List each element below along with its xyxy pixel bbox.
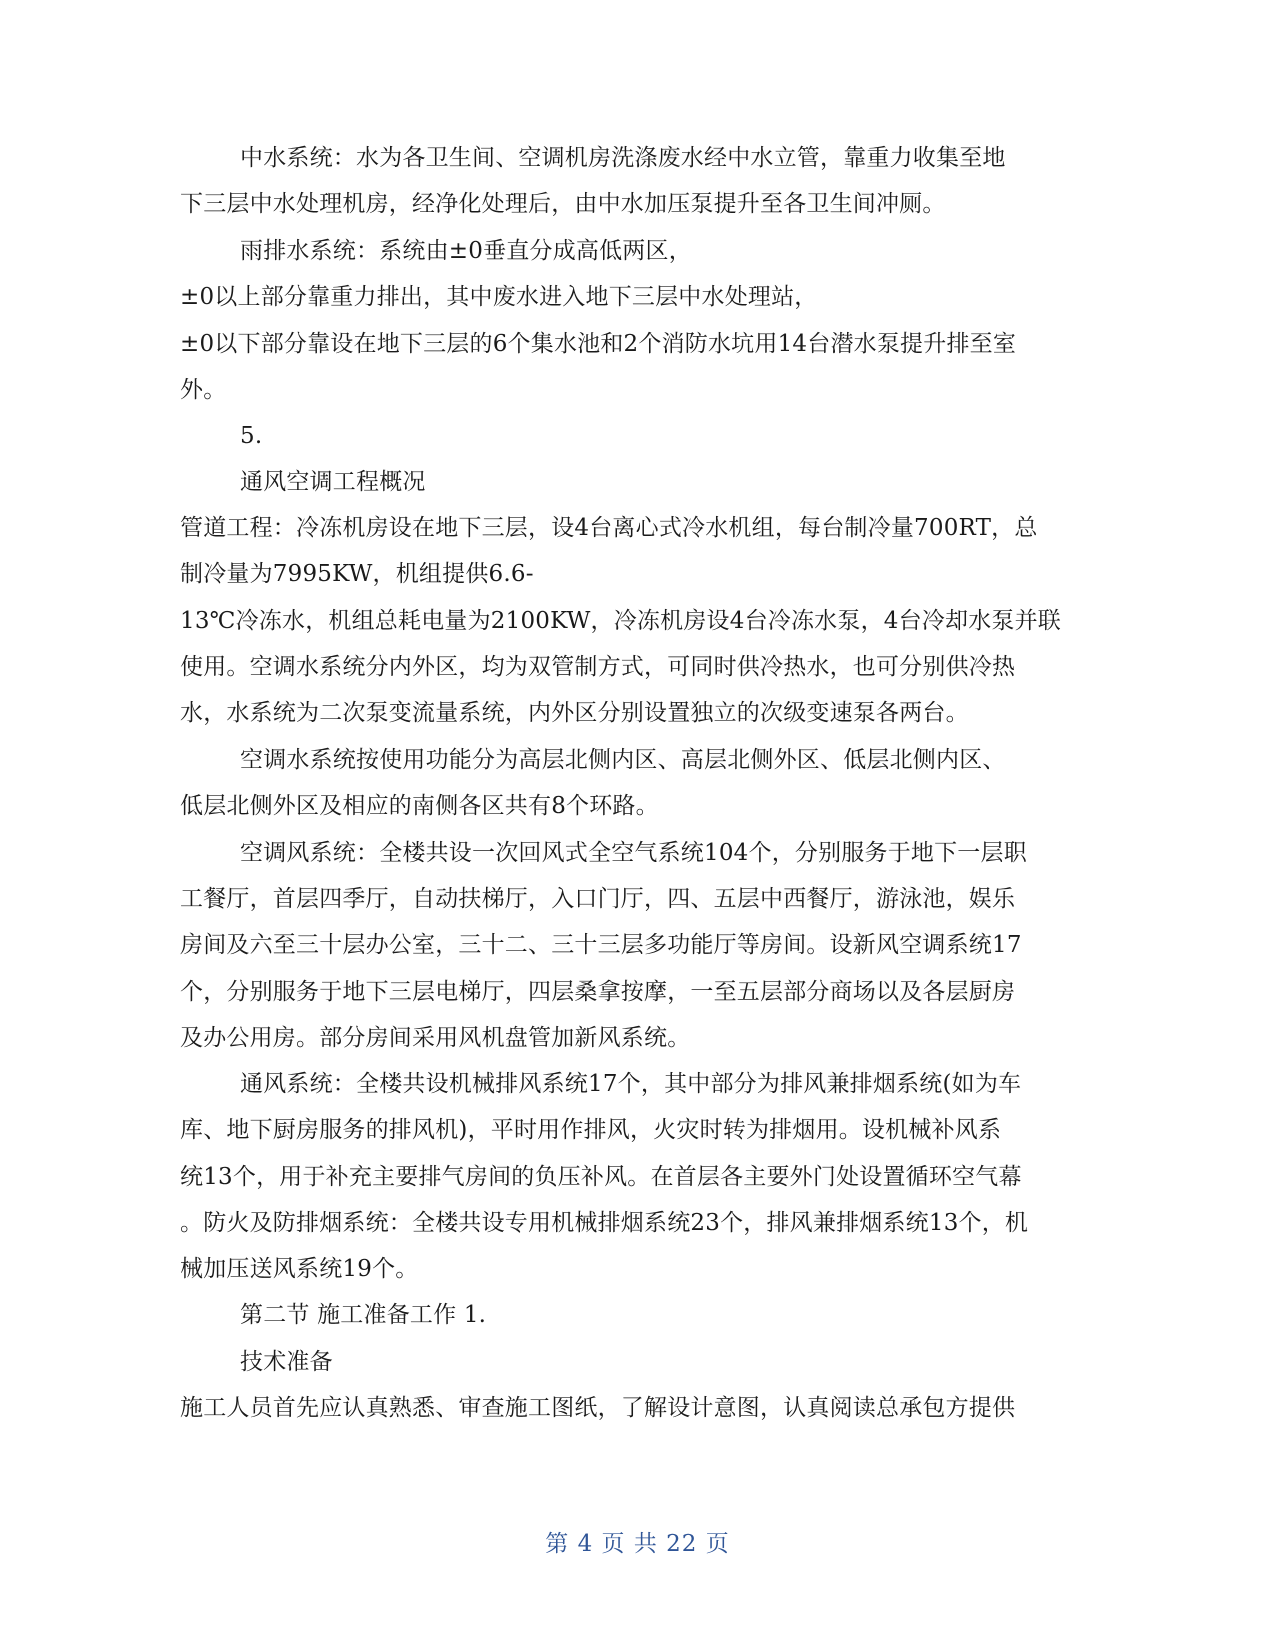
section-heading: 第二节 施工准备工作 1. <box>240 1302 487 1328</box>
paragraph-line: 13℃冷冻水，机组总耗电量为2100KW，冷冻机房设4台冷冻水泵，4台冷却水泵并联 <box>180 608 1061 634</box>
page-number-footer: 第 4 页 共 22 页 <box>545 1531 730 1557</box>
paragraph-line: 。防火及防排烟系统：全楼共设专用机械排烟系统23个，排风兼排烟系统13个，机 <box>180 1210 1029 1236</box>
paragraph-line: 中水系统：水为各卫生间、空调机房洗涤废水经中水立管，靠重力收集至地 <box>240 145 1006 171</box>
section-heading: 技术准备 <box>240 1349 333 1375</box>
paragraph-line: 管道工程：冷冻机房设在地下三层，设4台离心式冷水机组，每台制冷量700RT，总 <box>180 515 1038 541</box>
paragraph-line: 个，分别服务于地下三层电梯厅，四层桑拿按摩，一至五层部分商场以及各层厨房 <box>180 979 1016 1005</box>
paragraph-line: 械加压送风系统19个。 <box>180 1256 419 1282</box>
paragraph-line: 统13个，用于补充主要排气房间的负压补风。在首层各主要外门处设置循环空气幕 <box>180 1164 1022 1190</box>
paragraph-line: 制冷量为7995KW，机组提供6.6- <box>180 561 534 587</box>
paragraph-line: 低层北侧外区及相应的南侧各区共有8个环路。 <box>180 793 659 819</box>
paragraph-line: 通风系统：全楼共设机械排风系统17个，其中部分为排风兼排烟系统(如为车 <box>240 1071 1022 1097</box>
paragraph-line: 空调水系统按使用功能分为高层北侧内区、高层北侧外区、低层北侧内区、 <box>240 747 1006 773</box>
paragraph-line: 工餐厅，首层四季厅，自动扶梯厅，入口门厅，四、五层中西餐厅，游泳池，娱乐 <box>180 886 1016 912</box>
section-heading: 通风空调工程概况 <box>240 469 426 495</box>
paragraph-line: 房间及六至三十层办公室，三十二、三十三层多功能厅等房间。设新风空调系统17 <box>180 932 1022 958</box>
paragraph-line: ±0以上部分靠重力排出，其中废水进入地下三层中水处理站， <box>180 284 818 310</box>
paragraph-line: 水，水系统为二次泵变流量系统，内外区分别设置独立的次级变速泵各两台。 <box>180 700 969 726</box>
paragraph-line: 及办公用房。部分房间采用风机盘管加新风系统。 <box>180 1025 691 1051</box>
paragraph-line: 库、地下厨房服务的排风机)，平时用作排风，火灾时转为排烟用。设机械补风系 <box>180 1117 1002 1143</box>
section-number: 5. <box>240 423 263 449</box>
paragraph-line: 施工人员首先应认真熟悉、审查施工图纸，了解设计意图，认真阅读总承包方提供 <box>180 1395 1016 1421</box>
paragraph-line: 空调风系统：全楼共设一次回风式全空气系统104个，分别服务于地下一层职 <box>240 840 1027 866</box>
paragraph-line: 使用。空调水系统分内外区，均为双管制方式，可同时供冷热水，也可分别供冷热 <box>180 654 1016 680</box>
paragraph-line: 雨排水系统：系统由±0垂直分成高低两区， <box>240 238 692 264</box>
paragraph-line: ±0以下部分靠设在地下三层的6个集水池和2个消防水坑用14台潜水泵提升排至室 <box>180 331 1017 357</box>
paragraph-line: 下三层中水处理机房，经净化处理后，由中水加压泵提升至各卫生间冲厕。 <box>180 191 946 217</box>
paragraph-line: 外。 <box>180 377 227 403</box>
